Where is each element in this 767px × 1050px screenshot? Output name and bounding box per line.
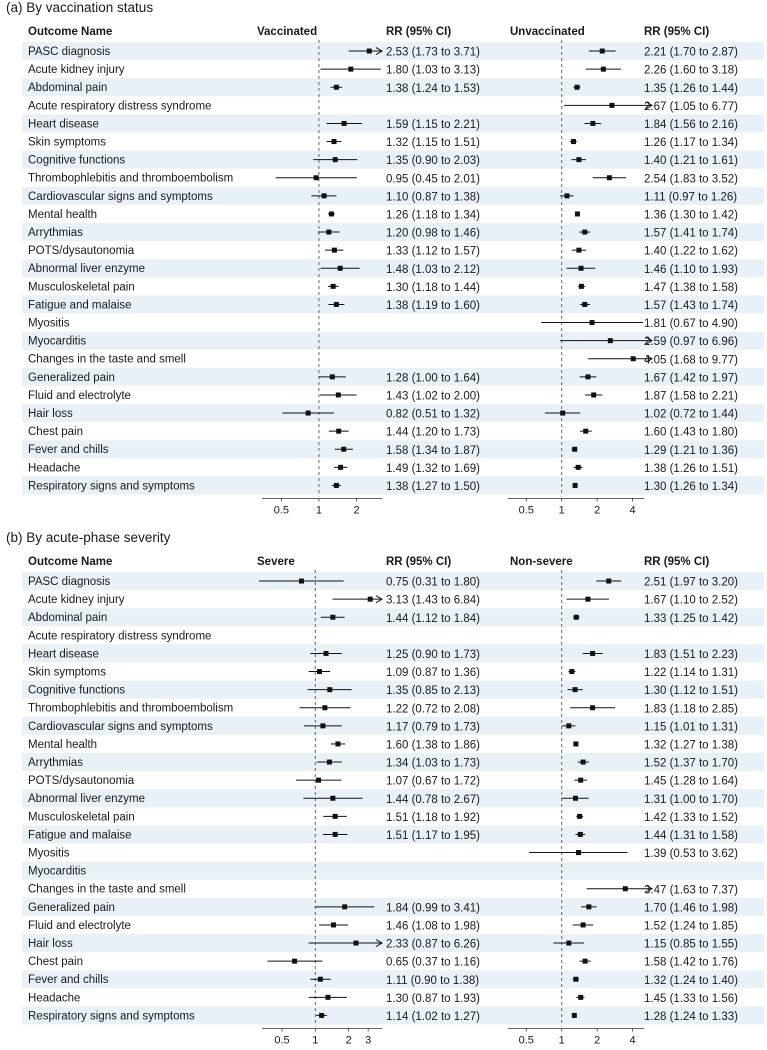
rr-value: 1.46 (1.08 to 1.98): [386, 920, 480, 933]
outcome-label: Arrythmias: [28, 757, 83, 769]
group2-header: Non-severe: [510, 556, 573, 568]
outcome-label: Mental health: [28, 208, 98, 221]
point-estimate: [582, 302, 587, 307]
outcome-header: Outcome Name: [28, 556, 113, 568]
rr-value: 1.33 (1.25 to 1.42): [644, 612, 738, 625]
outcome-label: Fever and chills: [28, 444, 109, 457]
point-estimate: [319, 1013, 324, 1018]
rr-value: 1.46 (1.10 to 1.93): [644, 263, 738, 276]
point-estimate: [322, 705, 327, 710]
outcome-label: Cardiovascular signs and symptoms: [28, 720, 213, 733]
point-estimate: [316, 778, 321, 783]
rr-value: 1.45 (1.28 to 1.64): [644, 775, 738, 788]
rr-value: 2.51 (1.97 to 3.20): [644, 576, 738, 589]
outcome-label: Chest pain: [28, 426, 83, 439]
rr-value: 2.54 (1.83 to 3.52): [644, 173, 738, 186]
outcome-label: POTS/dysautonomia: [28, 245, 135, 258]
rr-value: 1.45 (1.33 to 1.56): [644, 992, 738, 1005]
point-estimate: [576, 850, 581, 855]
point-estimate: [569, 669, 574, 674]
rr-value: 1.20 (0.98 to 1.46): [386, 227, 480, 240]
point-estimate: [575, 85, 580, 90]
rr-value: 1.38 (1.26 to 1.51): [644, 462, 738, 475]
x-tick-label: 0.5: [518, 504, 534, 517]
point-estimate: [342, 904, 347, 909]
rr1-header: RR (95% CI): [386, 26, 452, 38]
point-estimate: [333, 814, 338, 819]
point-estimate: [314, 175, 319, 180]
rr1-header: RR (95% CI): [386, 556, 452, 568]
point-estimate: [320, 723, 325, 728]
rr-value: 1.29 (1.21 to 1.36): [644, 444, 738, 457]
rr-value: 1.30 (1.12 to 1.51): [644, 685, 738, 698]
rr-value: 1.58 (1.42 to 1.76): [644, 956, 738, 969]
outcome-label: Abdominal pain: [28, 82, 108, 95]
rr-value: 1.33 (1.12 to 1.57): [386, 245, 480, 258]
outcome-label: Respiratory signs and symptoms: [28, 1010, 195, 1023]
rr-value: 1.57 (1.41 to 1.74): [644, 227, 738, 240]
point-estimate: [331, 139, 336, 144]
point-estimate: [338, 465, 343, 470]
point-estimate: [590, 121, 595, 126]
point-estimate: [590, 320, 595, 325]
point-estimate: [590, 705, 595, 710]
outcome-label: Fatigue and malaise: [28, 829, 132, 842]
point-estimate: [590, 651, 595, 656]
point-estimate: [581, 760, 586, 765]
rr2-header: RR (95% CI): [644, 26, 710, 38]
rr-value: 1.28 (1.00 to 1.64): [386, 372, 480, 385]
point-estimate: [332, 248, 337, 253]
rr-value: 3.13 (1.43 to 6.84): [386, 594, 480, 607]
panel-title: (b) By acute-phase severity: [6, 530, 171, 545]
outcome-label: Fluid and electrolyte: [28, 389, 131, 402]
point-estimate: [571, 139, 576, 144]
rr-value: 1.10 (0.87 to 1.38): [386, 191, 480, 204]
rr-value: 1.48 (1.03 to 2.12): [386, 263, 480, 276]
rr-value: 2.53 (1.73 to 3.71): [386, 46, 480, 59]
rr-value: 1.80 (1.03 to 3.13): [386, 64, 480, 77]
point-estimate: [578, 832, 583, 837]
rr-value: 1.17 (0.79 to 1.73): [386, 721, 480, 734]
point-estimate: [576, 465, 581, 470]
point-estimate: [573, 977, 578, 982]
rr-value: 1.84 (0.99 to 3.41): [386, 902, 480, 915]
row-band: [22, 862, 764, 880]
rr-value: 1.38 (1.27 to 1.50): [386, 480, 480, 493]
rr-value: 4.05 (1.68 to 9.77): [644, 354, 738, 367]
rr-value: 1.43 (1.02 to 2.00): [386, 390, 480, 403]
point-estimate: [348, 67, 353, 72]
panel-title: (a) By vaccination status: [6, 0, 154, 15]
rr-value: 1.81 (0.67 to 4.90): [644, 318, 738, 331]
outcome-label: Heart disease: [28, 118, 99, 131]
rr-value: 1.42 (1.33 to 1.52): [644, 811, 738, 824]
outcome-label: Myocarditis: [28, 865, 87, 878]
rr-value: 1.35 (0.85 to 2.13): [386, 685, 480, 698]
rr-value: 2.26 (1.60 to 3.18): [644, 64, 738, 77]
point-estimate: [578, 995, 583, 1000]
rr-value: 1.38 (1.19 to 1.60): [386, 299, 480, 312]
point-estimate: [334, 302, 339, 307]
rr-value: 1.57 (1.43 to 1.74): [644, 299, 738, 312]
point-estimate: [324, 651, 329, 656]
rr-value: 1.35 (0.90 to 2.03): [386, 155, 480, 168]
point-estimate: [573, 483, 578, 488]
outcome-label: Thrombophlebitis and thromboembolism: [28, 172, 234, 185]
rr-value: 1.83 (1.51 to 2.23): [644, 648, 738, 661]
rr-value: 1.22 (1.14 to 1.31): [644, 667, 738, 680]
x-tick-label: 0.5: [518, 1034, 534, 1047]
rr-value: 1.30 (0.87 to 1.93): [386, 992, 480, 1005]
rr-value: 0.75 (0.31 to 1.80): [386, 576, 480, 589]
outcome-label: Hair loss: [28, 938, 73, 950]
point-estimate: [600, 49, 605, 54]
point-estimate: [572, 447, 577, 452]
rr-value: 1.15 (1.01 to 1.31): [644, 721, 738, 734]
x-tick-label: 3: [365, 1034, 372, 1047]
point-estimate: [330, 374, 335, 379]
outcome-label: Myocarditis: [28, 335, 87, 348]
outcome-label: Abnormal liver enzyme: [28, 793, 145, 806]
x-tick-label: 2: [353, 504, 360, 517]
point-estimate: [566, 941, 571, 946]
rr-value: 2.67 (1.05 to 6.77): [644, 100, 738, 113]
rr-value: 1.35 (1.26 to 1.44): [644, 82, 738, 95]
group2-header: Unvaccinated: [510, 26, 585, 38]
x-tick-label: 4: [629, 504, 636, 517]
x-tick-label: 1: [312, 1034, 319, 1047]
outcome-label: Generalized pain: [28, 371, 115, 384]
point-estimate: [585, 597, 590, 602]
point-estimate: [327, 687, 332, 692]
point-estimate: [576, 248, 581, 253]
point-estimate: [606, 579, 611, 584]
point-estimate: [585, 374, 590, 379]
point-estimate: [334, 483, 339, 488]
x-tick-label: 1: [315, 504, 322, 517]
point-estimate: [579, 266, 584, 271]
x-tick-label: 4: [629, 1034, 636, 1047]
rr-value: 0.95 (0.45 to 2.01): [386, 173, 480, 186]
rr-value: 1.58 (1.34 to 1.87): [386, 444, 480, 457]
point-estimate: [322, 193, 327, 198]
point-estimate: [573, 796, 578, 801]
rr-value: 1.51 (1.17 to 1.95): [386, 829, 480, 842]
outcome-label: Musculoskeletal pain: [28, 811, 135, 824]
outcome-label: Fatigue and malaise: [28, 299, 132, 312]
point-estimate: [326, 230, 331, 235]
outcome-label: Acute kidney injury: [28, 594, 125, 607]
group1-header: Severe: [257, 556, 295, 568]
rr-value: 1.34 (1.03 to 1.73): [386, 757, 480, 770]
outcome-label: Fluid and electrolyte: [28, 919, 131, 932]
point-estimate: [331, 284, 336, 289]
rr-value: 1.26 (1.18 to 1.34): [386, 209, 480, 222]
point-estimate: [318, 977, 323, 982]
x-tick-label: 2: [594, 504, 601, 517]
outcome-label: POTS/dysautonomia: [28, 775, 135, 788]
point-estimate: [299, 579, 304, 584]
outcome-label: Myositis: [28, 317, 70, 330]
point-estimate: [583, 429, 588, 434]
outcome-label: Abdominal pain: [28, 612, 108, 625]
panel-a: [6, 0, 764, 517]
rr-value: 1.40 (1.22 to 1.62): [644, 245, 738, 258]
x-tick-label: 2: [345, 1034, 352, 1047]
outcome-label: Myositis: [28, 847, 70, 860]
point-estimate: [330, 796, 335, 801]
rr2-header: RR (95% CI): [644, 556, 710, 568]
group1-header: Vaccinated: [257, 26, 318, 38]
point-estimate: [367, 49, 372, 54]
rr-value: 1.07 (0.67 to 1.72): [386, 775, 480, 788]
point-estimate: [333, 157, 338, 162]
rr-value: 1.28 (1.24 to 1.33): [644, 1010, 738, 1023]
rr-value: 1.44 (0.78 to 2.67): [386, 793, 480, 806]
rr-value: 1.32 (1.24 to 1.40): [644, 974, 738, 987]
point-estimate: [609, 103, 614, 108]
outcome-label: Headache: [28, 992, 81, 1005]
point-estimate: [582, 230, 587, 235]
rr-value: 1.11 (0.97 to 1.26): [644, 191, 738, 204]
rr-value: 3.47 (1.63 to 7.37): [644, 884, 738, 897]
x-tick-label: 0.5: [273, 504, 289, 517]
rr-value: 1.59 (1.15 to 2.21): [386, 118, 480, 131]
rr-value: 1.36 (1.30 to 1.42): [644, 209, 738, 222]
point-estimate: [565, 193, 570, 198]
rr-value: 1.32 (1.27 to 1.38): [644, 739, 738, 752]
point-estimate: [325, 995, 330, 1000]
outcome-label: Acute kidney injury: [28, 64, 125, 77]
rr-value: 1.22 (0.72 to 2.08): [386, 703, 480, 716]
outcome-label: Headache: [28, 462, 81, 475]
point-estimate: [601, 67, 606, 72]
point-estimate: [342, 121, 347, 126]
rr-value: 1.47 (1.38 to 1.58): [644, 281, 738, 294]
rr-value: 1.11 (0.90 to 1.38): [386, 974, 480, 987]
point-estimate: [579, 284, 584, 289]
rr-value: 1.83 (1.18 to 2.85): [644, 703, 738, 716]
point-estimate: [334, 85, 339, 90]
rr-value: 1.39 (0.53 to 3.62): [644, 848, 738, 861]
point-estimate: [583, 959, 588, 964]
point-estimate: [341, 447, 346, 452]
x-tick-label: 0.5: [274, 1034, 290, 1047]
rr-value: 1.26 (1.17 to 1.34): [644, 137, 738, 150]
point-estimate: [631, 356, 636, 361]
x-tick-label: 1: [558, 504, 565, 517]
outcome-label: Respiratory signs and symptoms: [28, 480, 195, 493]
outcome-label: Generalized pain: [28, 901, 115, 914]
rr-value: 1.31 (1.00 to 1.70): [644, 793, 738, 806]
point-estimate: [368, 597, 373, 602]
x-tick-label: 1: [558, 1034, 565, 1047]
outcome-label: Musculoskeletal pain: [28, 281, 135, 294]
outcome-header: Outcome Name: [28, 26, 113, 38]
point-estimate: [581, 922, 586, 927]
outcome-label: PASC diagnosis: [28, 46, 111, 58]
rr-value: 1.60 (1.38 to 1.86): [386, 739, 480, 752]
point-estimate: [331, 922, 336, 927]
rr-value: 1.52 (1.37 to 1.70): [644, 757, 738, 770]
rr-value: 1.32 (1.15 to 1.51): [386, 137, 480, 150]
rr-value: 1.67 (1.42 to 1.97): [644, 372, 738, 385]
point-estimate: [577, 814, 582, 819]
point-estimate: [327, 760, 332, 765]
outcome-label: Mental health: [28, 738, 98, 751]
outcome-label: Changes in the taste and smell: [28, 353, 186, 366]
outcome-label: Fever and chills: [28, 974, 109, 987]
outcome-label: Acute respiratory distress syndrome: [28, 100, 212, 113]
point-estimate: [573, 687, 578, 692]
rr-value: 1.09 (0.87 to 1.36): [386, 667, 480, 680]
point-estimate: [576, 157, 581, 162]
point-estimate: [566, 723, 571, 728]
point-estimate: [578, 778, 583, 783]
point-estimate: [354, 941, 359, 946]
point-estimate: [607, 175, 612, 180]
rr-value: 1.44 (1.31 to 1.58): [644, 829, 738, 842]
point-estimate: [292, 959, 297, 964]
point-estimate: [329, 211, 334, 216]
point-estimate: [572, 1013, 577, 1018]
rr-value: 1.44 (1.20 to 1.73): [386, 426, 480, 439]
outcome-label: Abnormal liver enzyme: [28, 263, 145, 276]
rr-value: 1.30 (1.18 to 1.44): [386, 281, 480, 294]
rr-value: 1.02 (0.72 to 1.44): [644, 408, 738, 421]
rr-value: 1.25 (0.90 to 1.73): [386, 648, 480, 661]
point-estimate: [573, 741, 578, 746]
outcome-label: Skin symptoms: [28, 136, 106, 149]
rr-value: 1.52 (1.24 to 1.85): [644, 920, 738, 933]
x-tick-label: 2: [594, 1034, 601, 1047]
rr-value: 1.49 (1.32 to 1.69): [386, 462, 480, 475]
outcome-label: Cognitive functions: [28, 154, 126, 167]
point-estimate: [574, 615, 579, 620]
point-estimate: [608, 338, 613, 343]
point-estimate: [336, 392, 341, 397]
rr-value: 1.15 (0.85 to 1.55): [644, 938, 738, 951]
rr-value: 2.21 (1.70 to 2.87): [644, 46, 738, 59]
point-estimate: [336, 429, 341, 434]
rr-value: 1.51 (1.18 to 1.92): [386, 811, 480, 824]
outcome-label: Hair loss: [28, 408, 73, 420]
rr-value: 2.59 (0.97 to 6.96): [644, 336, 738, 349]
rr-value: 0.82 (0.51 to 1.32): [386, 408, 480, 421]
point-estimate: [306, 411, 311, 416]
point-estimate: [575, 211, 580, 216]
outcome-label: Heart disease: [28, 648, 99, 661]
outcome-label: PASC diagnosis: [28, 576, 111, 588]
rr-value: 1.38 (1.24 to 1.53): [386, 82, 480, 95]
point-estimate: [586, 904, 591, 909]
outcome-label: Arrythmias: [28, 227, 83, 239]
rr-value: 2.33 (0.87 to 6.26): [386, 938, 480, 951]
rr-value: 1.14 (1.02 to 1.27): [386, 1010, 480, 1023]
point-estimate: [335, 741, 340, 746]
outcome-label: Thrombophlebitis and thromboembolism: [28, 702, 234, 715]
rr-value: 1.60 (1.43 to 1.80): [644, 426, 738, 439]
rr-value: 1.40 (1.21 to 1.61): [644, 155, 738, 168]
point-estimate: [560, 411, 565, 416]
rr-value: 1.67 (1.10 to 2.52): [644, 594, 738, 607]
point-estimate: [338, 266, 343, 271]
rr-value: 0.65 (0.37 to 1.16): [386, 956, 480, 969]
rr-value: 1.30 (1.26 to 1.34): [644, 480, 738, 493]
point-estimate: [623, 886, 628, 891]
point-estimate: [591, 392, 596, 397]
outcome-label: Cardiovascular signs and symptoms: [28, 190, 213, 203]
outcome-label: Skin symptoms: [28, 666, 106, 679]
rr-value: 1.87 (1.58 to 2.21): [644, 390, 738, 403]
panel-b: [6, 530, 764, 1047]
outcome-label: Acute respiratory distress syndrome: [28, 630, 212, 643]
point-estimate: [317, 669, 322, 674]
rr-value: 1.70 (1.46 to 1.98): [644, 902, 738, 915]
rr-value: 1.84 (1.56 to 2.16): [644, 118, 738, 131]
rr-value: 1.44 (1.12 to 1.84): [386, 612, 480, 625]
outcome-label: Chest pain: [28, 956, 83, 969]
outcome-label: Cognitive functions: [28, 684, 126, 697]
outcome-label: Changes in the taste and smell: [28, 883, 186, 896]
point-estimate: [333, 832, 338, 837]
point-estimate: [330, 615, 335, 620]
